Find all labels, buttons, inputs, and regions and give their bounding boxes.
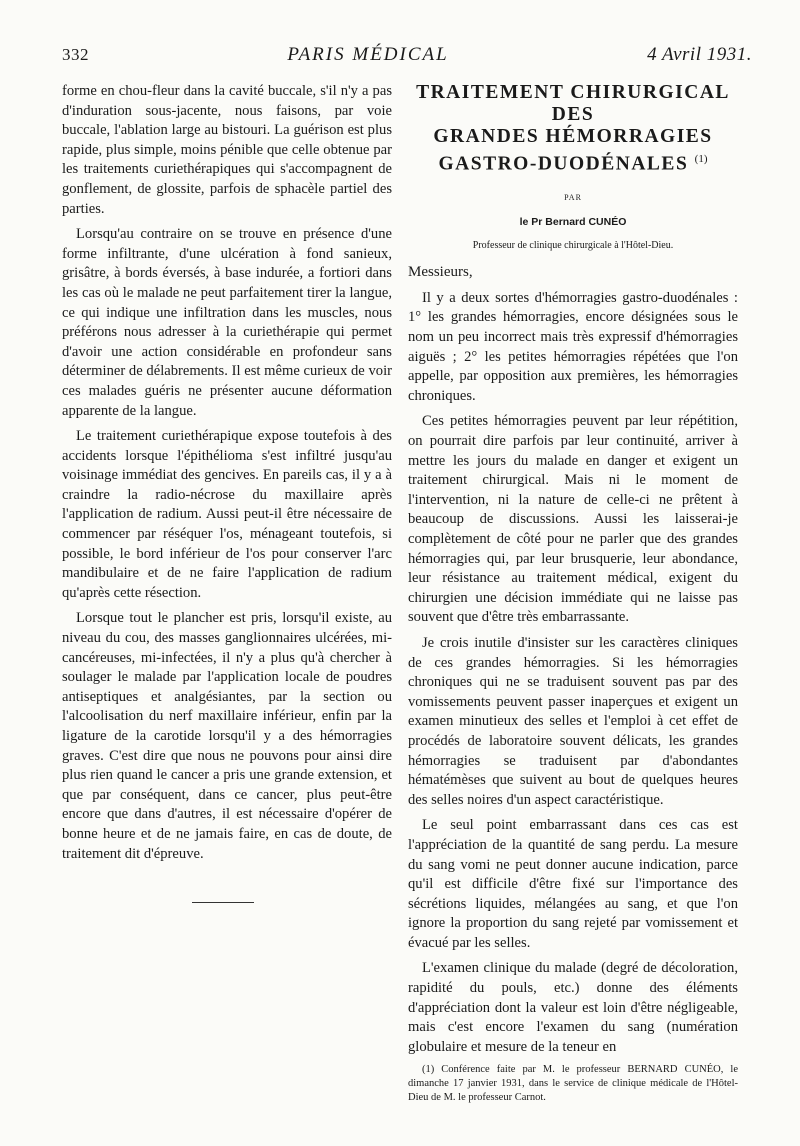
footnote-reference[interactable]: (1) (694, 153, 708, 165)
paragraph: Le seul point embarrassant dans ces cas est l'appréciation de la quantité de sang perdu. La mesure du sang vomi ne peut donner aucune indication, parce qu'il est difficile d'être fixé sur l'importance des sécrétions liquides, mélangées au sang, et que l'on ignore la proportion du sang rejeté par vomissement et évacué par les selles. (408, 817, 738, 951)
author-affiliation: Professeur de clinique chirurgicale à l'Hôtel-Dieu. (472, 239, 674, 251)
article-title-line4 (408, 148, 738, 176)
journal-title: PARIS MÉDICAL (287, 44, 449, 65)
page-number: 332 (62, 45, 89, 64)
right-column (408, 82, 738, 1105)
article-title-line3: GRANDES HÉMORRAGIES (433, 126, 713, 147)
article-title-line2: DES (551, 104, 595, 125)
paragraph: forme en chou-fleur dans la cavité buccale, s'il n'y a pas d'induration sous-jacente, nous faisons, par voie buccale, l'ablation large au bistouri. La guérison est plus rapide, plus simple, moins pénible que celle obtenue par les traitements curiethérapiques qui s'accompagnent de gonflement, de glossite, parfois de sphacèle partiel des parties. (62, 83, 392, 217)
paragraph: Lorsque tout le plancher est pris, lorsqu'il existe, au niveau du cou, des masses ganglionnaires ulcérées, mi-cancéreuses, mi-infectées, il n'y a plus qu'à chercher à soulager le malade par l'application locale de poudres antiseptiques et analgésiantes, par la section ou l'alcoolisation du nerf maxillaire inférieur, enfin par la ligature de la carotide lorsqu'il y a des hémorragies graves. C'est dire que nous ne pouvons pour ainsi dire plus rien quand le cancer a pris une grande extension, et que par conséquent, dans ce cancer, plus peut-être encore que dans d'autres, il est nécessaire d'opérer de bonne heure et de ne jamais faire, en cas de doute, de traitement dit d'épreuve. (62, 610, 392, 862)
issue-date: 4 Avril 1931. (647, 44, 752, 65)
author-name: le Pr Bernard CUNÉO (519, 216, 627, 229)
byline-par: PAR (564, 192, 582, 202)
paragraph: L'examen clinique du malade (degré de décoloration, rapidité du pouls, etc.) donne des éléments d'appréciation dont la valeur est loin d'être négligeable, mais c'est encore l'examen du sang (numération globulaire et mesure de la teneur en (408, 960, 738, 1055)
paragraph: Lorsqu'au contraire on se trouve en présence d'une forme infiltrante, d'une ulcération à fond sanieux, grisâtre, à bords éversés, à base indurée, a fortiori dans les cas où le malade ne peut parfaitement tirer la langue, ce qui indique une infiltration dans les muscles, nous préférons nous adresser à la curiethérapie qui permet d'avoir une action considérable en profondeur sans déterminer de délabrements. Il est même curieux de voir ces malades guéris ne présenter aucune déformation apparente de la langue. (62, 226, 392, 419)
left-column (62, 82, 392, 864)
paragraph: Je crois inutile d'insister sur les caractères cliniques de ces grandes hémorragies. Si les hémorragies chroniques qui ne se traduisent souvent pas par des vomissements peuvent passer inaperçues et exigent un examen minutieux des selles et l'emploi à cet effet de procédés de laboratoire souvent délicats, les grandes hémorragies se traduisent par d'abondantes hématémèses que suivent au bout de quelques heures des selles noires d'un aspect caractéristique. (408, 634, 738, 808)
article-title-line4-text: GASTRO-DUODÉNALES (438, 153, 689, 175)
salutation: Messieurs, (408, 264, 473, 281)
paragraph: Il y a deux sortes d'hémorragies gastro-duodénales : 1° les grandes hémorragies, encore désignées sous le nom un peu incorrect mais très expressif d'hémorragies aiguës ; 2° les petites hémorragies répétées que l'on appelle, par opposition aux premières, les hémorragies chroniques. (408, 289, 738, 404)
article-title-line1: TRAITEMENT CHIRURGICAL (416, 82, 730, 103)
footnote: (1) Conférence faite par M. le professeur BERNARD CUNÉO, le dimanche 17 janvier 1931, dans le service de clinique médicale de l'Hôtel-Dieu de M. le professeur Carnot. (408, 1064, 738, 1104)
running-head (62, 44, 752, 70)
paragraph: Ces petites hémorragies peuvent par leur répétition, on pourrait dire parfois par leur continuité, arriver à mettre les jours du malade en danger et exigent un traitement chirurgical. Mais ni le moment de l'intervention, ni la nature de celle-ci ne prêtent à beaucoup de discussions. Aussi les laisserai-je complètement de côté pour ne parler que des grandes hémorragies qui, par leur brusquerie, leur abondance, leur résistance au traitement médical, exigent du chirurgien une décision immédiate qui ne laisse pas souvent que d'être très embarrassante. (408, 413, 738, 626)
article-heading (408, 82, 738, 255)
end-of-article-rule (192, 902, 254, 903)
paragraph: Le traitement curiethérapique expose toutefois à des accidents lorsque l'épithélioma s'est infiltré jusqu'au voisinage immédiat des gencives. En pareils cas, il y a à craindre la radio-nécrose du maxillaire après l'application de radium. Aussi peut-il être nécessaire de commencer par réséquer l'os, ménageant toutefois, si possible, le bord inférieur de l'os pour conserver l'arc mandibulaire et de ne faire l'application de radium qu'après cette résection. (62, 428, 392, 601)
